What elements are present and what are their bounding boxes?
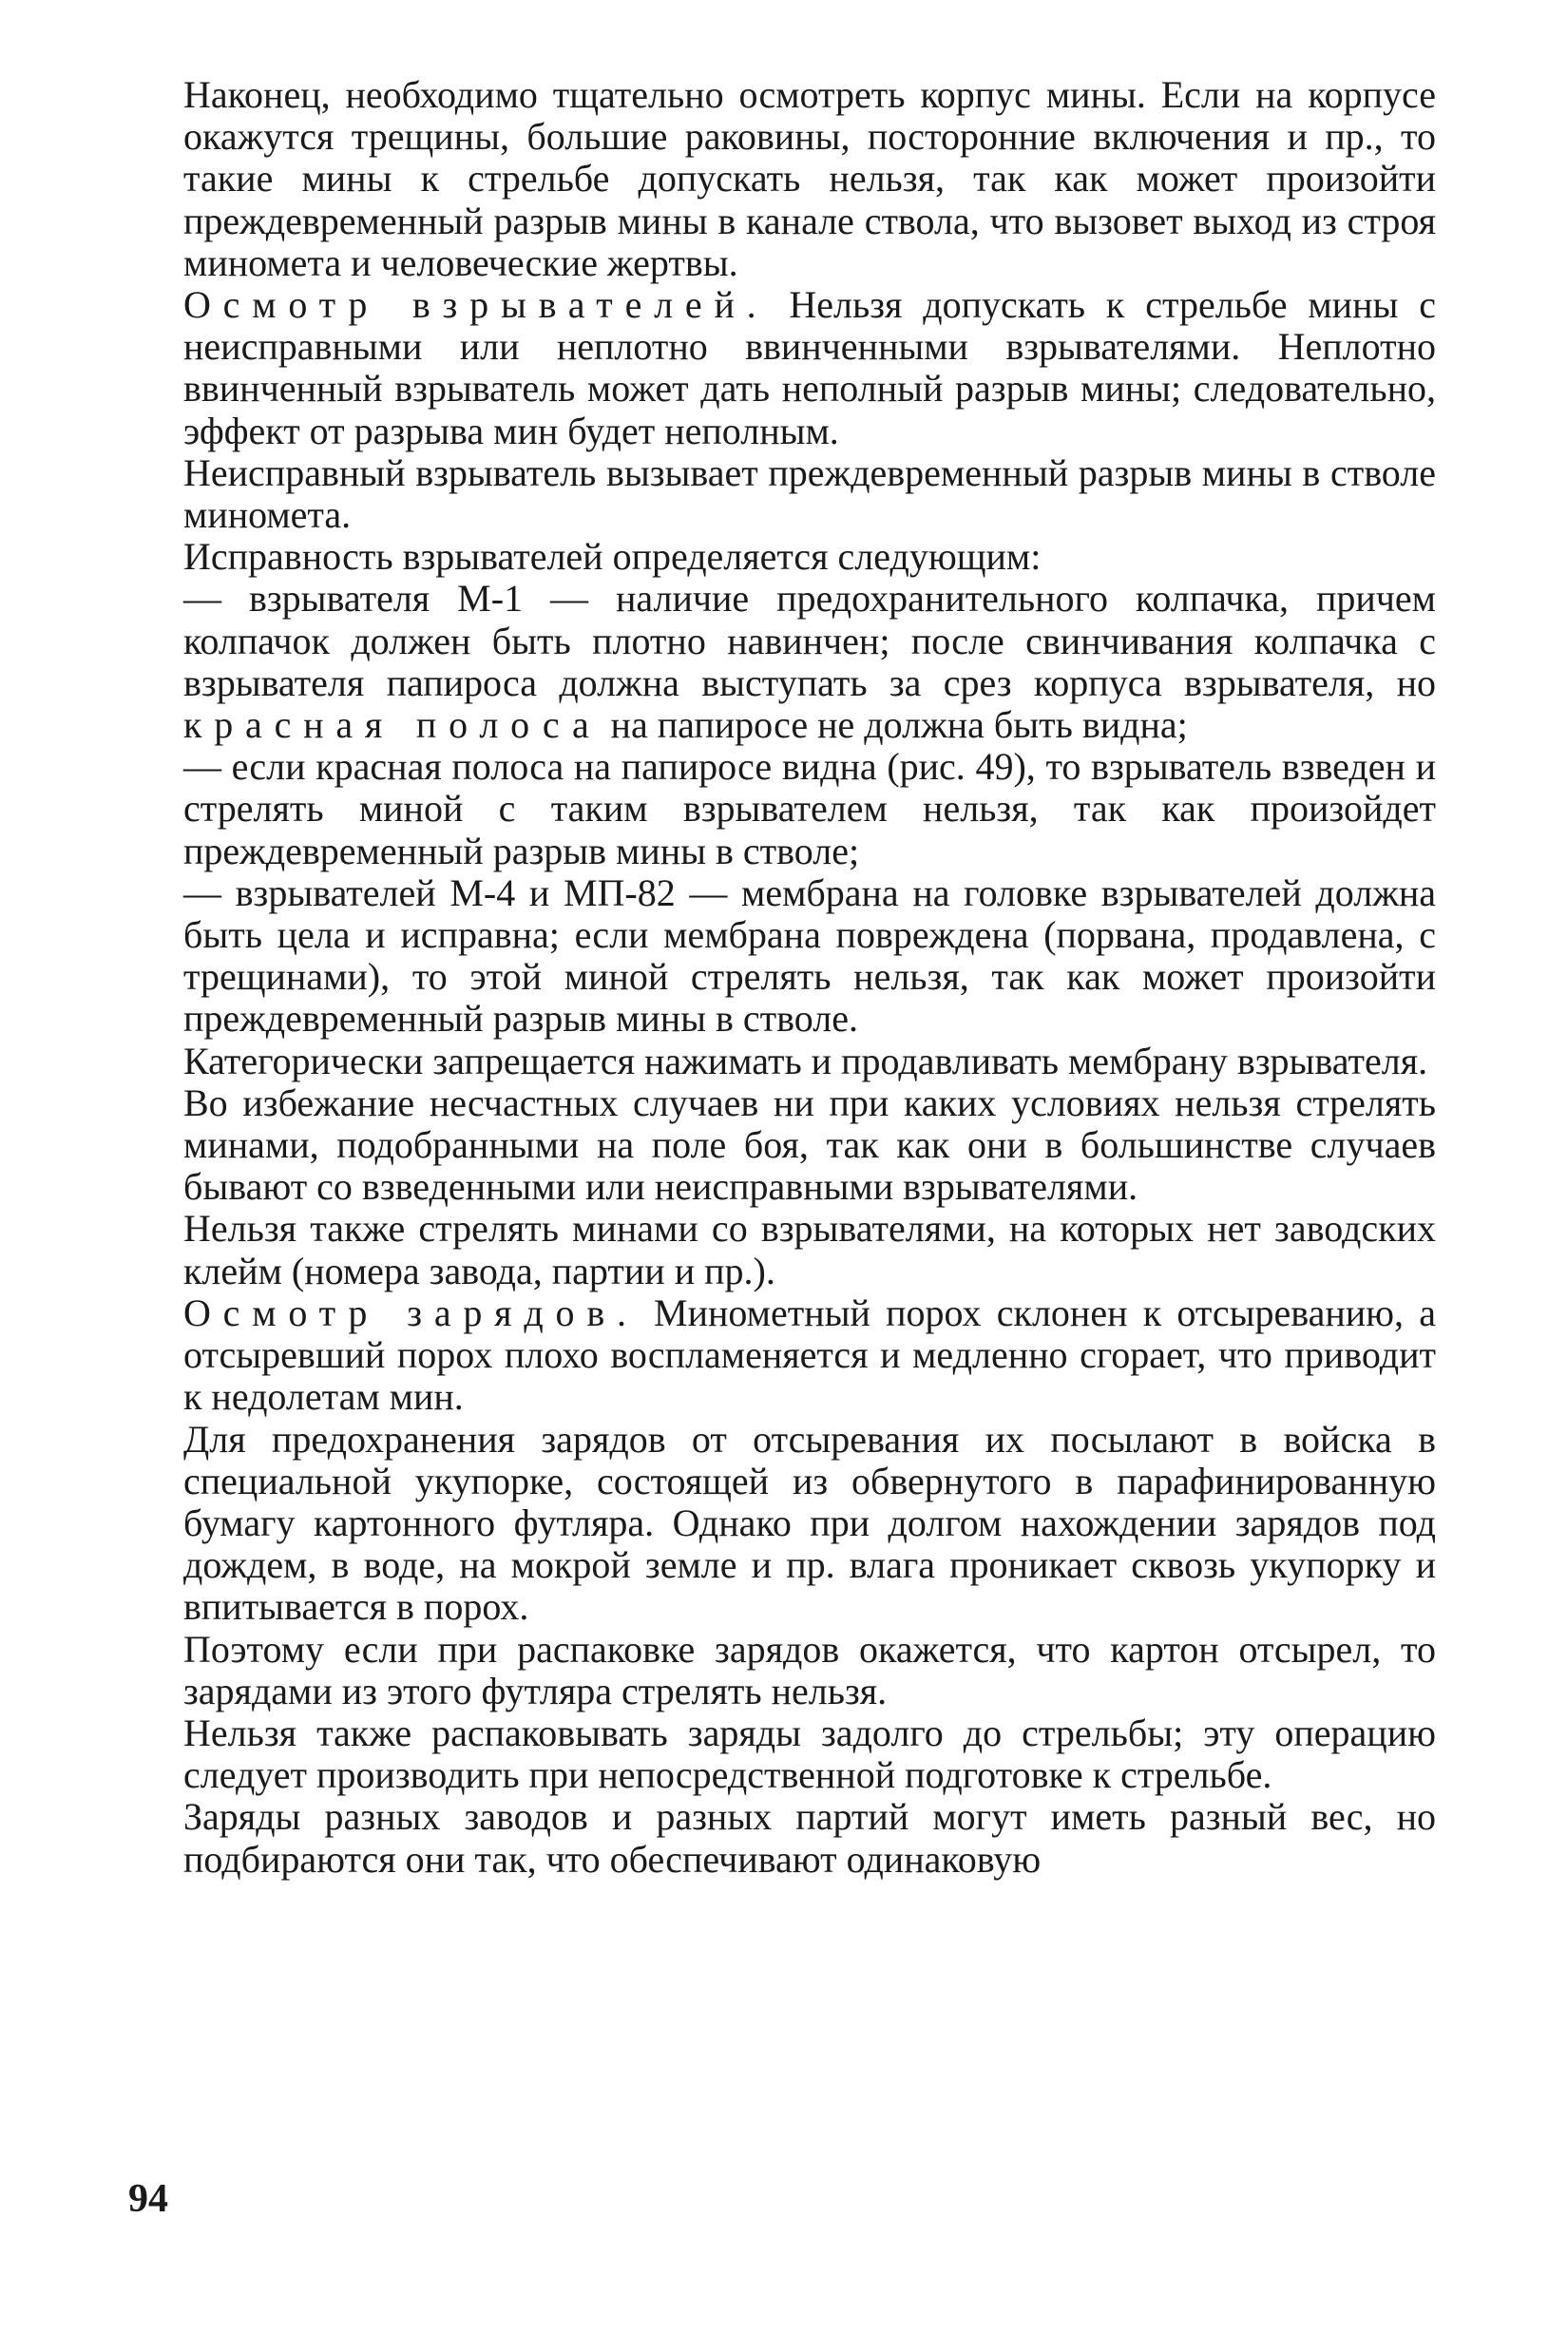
paragraph-8-text: Категорически запрещается нажимать и продавливать мембрану взрывателя. bbox=[183, 1039, 1428, 1082]
page-text bbox=[183, 74, 1436, 1881]
page-number: 94 bbox=[128, 2177, 168, 2221]
paragraph-2 bbox=[183, 284, 1436, 452]
paragraph-1 bbox=[183, 74, 1436, 284]
paragraph-14 bbox=[183, 1712, 1436, 1796]
paragraph-15-text: Заряды разных заводов и разных партий могут иметь разный вес, но подбираются они так, что обеспечивают одинаковую bbox=[183, 1795, 1436, 1881]
paragraph-9-text: Во избежание несчастных случаев ни при каких условиях нельзя стрелять минами, подобранными на поле боя, так как они в большинстве случаев бывают со взведенными или неисправными взрывателями. bbox=[183, 1080, 1436, 1209]
paragraph-7-text: — взрывателей М-4 и МП-82 — мембрана на головке взрывателей должна быть цела и исправна; если мембрана повреждена (порвана, продавлена, с трещинами), то этой миной стрелять нельзя, так как может произойти преждевременный разрыв мины в стволе. bbox=[183, 870, 1436, 1041]
paragraph-10 bbox=[183, 1208, 1436, 1291]
paragraph-14-text: Нельзя также распаковывать заряды задолго до стрельбы; эту операцию следует производить при непосредственной подготовке к стрельбе. bbox=[183, 1711, 1436, 1797]
paragraph-8 bbox=[183, 1041, 1436, 1082]
paragraph-4-text: Исправность взрывателей определяется следующим: bbox=[183, 535, 1042, 579]
paragraph-2-text: Нельзя допускать к стрельбе мины с неисправными или неплотно ввинченными взрывателями. Неплотно ввинченный взрыватель может дать неполный разрыв мины; следовательно, эффект от разрыва мин будет неполным. bbox=[183, 283, 1436, 452]
paragraph-6 bbox=[183, 746, 1436, 872]
paragraph-15 bbox=[183, 1796, 1436, 1880]
paragraph-11 bbox=[183, 1292, 1436, 1419]
paragraph-5-text-before: — взрывателя М-1 — наличие предохранительного колпачка, причем колпачок должен быть плотно навинчен; после свинчивания колпачка с взрывателя папироса должна выступать за срез корпуса взрывателя, но bbox=[183, 577, 1436, 704]
paragraph-12-text: Для предохранения зарядов от отсыревания их посылают в войска в специальной укупорке, состоящей из обвернутого в парафинированную бумагу картонного футляра. Однако при долгом нахождении зарядов под дождем, в воде, на мокрой земле и пр. влага проникает сквозь укупорку и впитывается в порох. bbox=[183, 1417, 1436, 1629]
paragraph-9 bbox=[183, 1082, 1436, 1209]
paragraph-3 bbox=[183, 452, 1436, 536]
paragraph-7 bbox=[183, 872, 1436, 1041]
paragraph-4 bbox=[183, 536, 1436, 578]
paragraph-11-text: Минометный порох склонен к отсыреванию, а отсыревший порох плохо воспламеняется и медленно сгорает, что приводит к недолетам мин. bbox=[183, 1291, 1437, 1419]
paragraph-5 bbox=[183, 578, 1436, 746]
paragraph-13-text: Поэтому если при распаковке зарядов окажется, что картон отсырел, то зарядами из этого футляра стрелять нельзя. bbox=[183, 1627, 1436, 1712]
paragraph-13 bbox=[183, 1629, 1436, 1712]
paragraph-6-text: — если красная полоса на папиросе видна (рис. 49), то взрыватель взведен и стрелять миной с таким взрывателем нельзя, так как произойдет преждевременный разрыв мины в стволе; bbox=[183, 745, 1436, 872]
paragraph-1-text: Наконец, необходимо тщательно осмотреть корпус мины. Если на корпусе окажутся трещины, большие раковины, посторонние включения и пр., то такие мины к стрельбе допускать нельзя, так как может произойти преждевременный разрыв мины в канале ствола, что вызовет выход из строя миномета и человеческие жертвы. bbox=[183, 73, 1436, 284]
paragraph-5-text-after: на папиросе не должна быть видна; bbox=[601, 703, 1188, 747]
paragraph-12 bbox=[183, 1419, 1436, 1629]
emphasis-red-stripe: красная полоса bbox=[183, 703, 602, 747]
paragraph-3-text: Неисправный взрыватель вызывает преждевременный разрыв мины в стволе миномета. bbox=[183, 450, 1436, 537]
paragraph-10-text: Нельзя также стрелять минами со взрывателями, на которых нет заводских клейм (номера завода, партии и пр.). bbox=[183, 1207, 1436, 1292]
section-heading-charges: Осмотр зарядов. bbox=[183, 1291, 639, 1334]
section-heading-fuzes: Осмотр взрывателей. bbox=[183, 283, 769, 327]
